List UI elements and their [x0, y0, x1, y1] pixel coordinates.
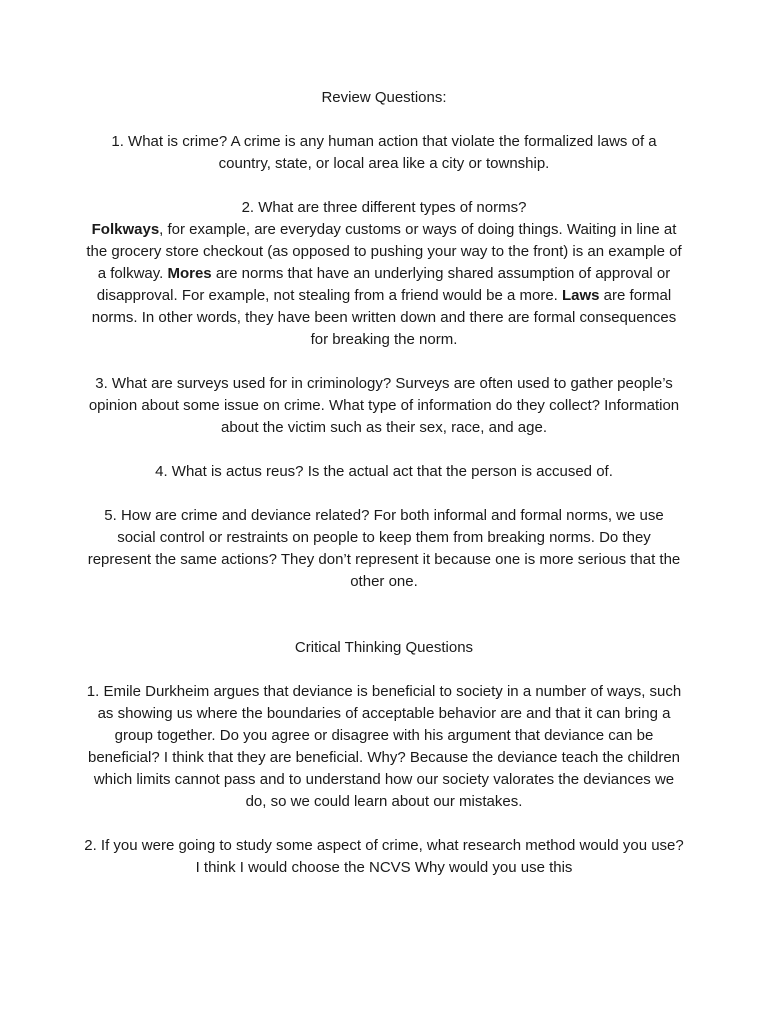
review-question-1: 1. What is crime? A crime is any human action that violate the formalized laws of a country, state, or local area like a city or township. — [111, 133, 657, 172]
folkways-term: Folkways — [91, 221, 160, 238]
laws-text: are formal norms. In other words, they have been written down and there are formal consequences for breaking the norm. — [91, 287, 677, 348]
review-question-2 — [84, 197, 684, 351]
folkways-text: , for example, are everyday customs or ways of doing things. Waiting in line at the grocery store checkout (as opposed to pushing your way to the front) is an example of a folkway. — [86, 221, 682, 282]
critical-question-2: 2. If you were going to study some aspect of crime, what research method would you use? I think I would choose the NCVS Why would you use this — [84, 837, 684, 876]
mores-term: Mores — [167, 265, 212, 282]
review-question-4: 4. What is actus reus? Is the actual act that the person is accused of. — [155, 463, 613, 480]
review-question-3: 3. What are surveys used for in criminology? Surveys are often used to gather people’s opinion about some issue on crime. What type of information do they collect? Information about the victim such as their sex, race, and age. — [88, 375, 680, 436]
mores-text: are norms that have an underlying shared assumption of approval or disapproval. For example, not stealing from a friend would be a more. — [96, 265, 671, 304]
critical-thinking-title: Critical Thinking Questions — [294, 639, 474, 656]
critical-question-1: 1. Emile Durkheim argues that deviance is beneficial to society in a number of ways, such as showing us where the boundaries of acceptable behavior are and that it can bring a group together. Do you agree or disagree with his argument that deviance can be beneficial? I think that they are beneficial. Why? Because the deviance teach the children which limits cannot pass and to understand how our society valorates the deviances we do, so we could learn about our mistakes. — [86, 683, 682, 810]
review-question-5: 5. How are crime and deviance related? For both informal and formal norms, we use social control or restraints on people to keep them from breaking norms. Do they represent the same actions? They don’t represent it because one is more serious that the other one. — [87, 507, 681, 590]
review-question-2-prompt: 2. What are three different types of norms? — [241, 199, 527, 216]
review-questions-title: Review Questions: — [321, 89, 447, 106]
document-body — [84, 87, 684, 879]
laws-term: Laws — [562, 287, 600, 304]
